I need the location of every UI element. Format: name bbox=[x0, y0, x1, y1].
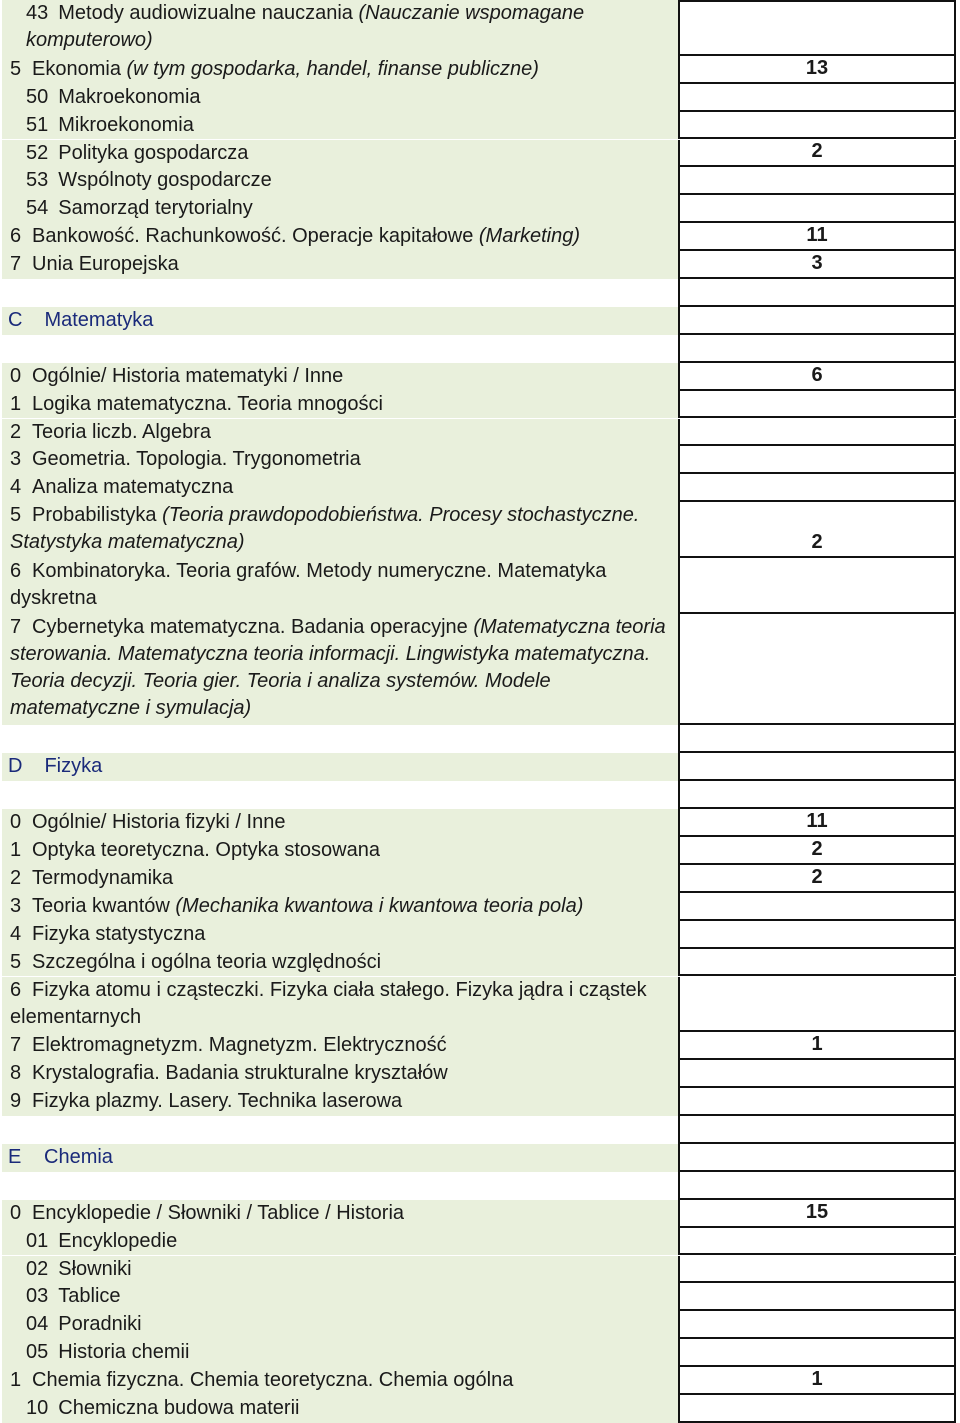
count-cell bbox=[678, 167, 956, 195]
category-name: Chemiczna budowa materii bbox=[58, 1397, 300, 1419]
section-header-row bbox=[0, 753, 960, 781]
table-row bbox=[0, 140, 960, 168]
row-label bbox=[2, 1283, 678, 1311]
row-label bbox=[2, 419, 678, 447]
section-header-row bbox=[0, 1144, 960, 1172]
row-label bbox=[2, 753, 678, 781]
row-label bbox=[2, 1060, 678, 1088]
count-cell bbox=[678, 1256, 956, 1284]
count-value: 3 bbox=[811, 251, 823, 274]
table-row bbox=[0, 84, 960, 112]
category-name: Mikroekonomia bbox=[58, 113, 194, 136]
table-row bbox=[0, 921, 960, 949]
count-cell bbox=[678, 949, 956, 977]
count-cell bbox=[678, 893, 956, 921]
count-cell bbox=[678, 140, 956, 168]
category-name: Poradniki bbox=[58, 1313, 142, 1336]
count-cell bbox=[678, 558, 956, 614]
spacer-row bbox=[0, 1172, 960, 1200]
table-row bbox=[0, 1311, 960, 1339]
category-name: Geometria. Topologia. Trygonometria bbox=[32, 448, 361, 471]
category-code: 51 bbox=[26, 113, 49, 136]
count-cell bbox=[678, 865, 956, 893]
row-label bbox=[2, 865, 678, 893]
count-value: 11 bbox=[806, 809, 828, 832]
category-name: Samorząd terytorialny bbox=[58, 197, 253, 220]
count-cell bbox=[678, 1144, 956, 1172]
count-cell bbox=[678, 195, 956, 223]
category-code: 10 bbox=[26, 1397, 49, 1419]
category-name: Chemia fizyczna. Chemia teoretyczna. Chemia ogólna bbox=[32, 1369, 514, 1392]
category-code: 54 bbox=[26, 197, 49, 220]
category-name: Ogólnie/ Historia matematyki / Inne bbox=[32, 364, 344, 387]
category-code: 4 bbox=[10, 476, 22, 499]
count-cell bbox=[678, 1395, 956, 1423]
table-row bbox=[0, 1395, 960, 1423]
table-row bbox=[0, 865, 960, 893]
category-note: (Teoria prawdopodobieństwa. Procesy stochastyczne. Statystyka matematyczna) bbox=[10, 504, 640, 554]
row-label bbox=[2, 56, 678, 84]
spacer-row bbox=[0, 781, 960, 809]
category-name: Ogólnie/ Historia fizyki / Inne bbox=[32, 811, 286, 834]
category-note: (Marketing) bbox=[473, 225, 581, 248]
count-value: 6 bbox=[811, 363, 823, 386]
table-row bbox=[0, 837, 960, 865]
category-name: Elektromagnetyzm. Magnetyzm. Elektryczność bbox=[32, 1034, 447, 1057]
table-row bbox=[0, 614, 960, 726]
category-name: Kombinatoryka. Teoria grafów. Metody numeryczne. Matematyka dyskretna bbox=[10, 560, 607, 609]
count-cell bbox=[678, 977, 956, 1033]
table-row bbox=[0, 391, 960, 419]
category-name: Słowniki bbox=[58, 1257, 132, 1280]
row-label bbox=[2, 1395, 678, 1423]
count-cell bbox=[678, 781, 956, 809]
count-cell bbox=[678, 1228, 956, 1256]
category-code: 1 bbox=[10, 839, 22, 861]
count-value: 13 bbox=[805, 56, 829, 79]
count-cell bbox=[678, 446, 956, 474]
category-name: Analiza matematyczna bbox=[32, 476, 234, 499]
category-name: Encyklopedie / Słowniki / Tablice / Historia bbox=[32, 1201, 405, 1224]
spacer-row bbox=[0, 725, 960, 753]
count-cell bbox=[678, 921, 956, 949]
row-label bbox=[2, 474, 678, 502]
category-code: 03 bbox=[26, 1285, 49, 1308]
category-code: 4 bbox=[10, 922, 22, 945]
category-name: Bankowość. Rachunkowość. Operacje kapitałowe bbox=[32, 225, 474, 248]
count-cell bbox=[678, 1367, 956, 1395]
count-cell bbox=[678, 753, 956, 781]
category-name: Termodynamika bbox=[32, 866, 174, 889]
category-code: 0 bbox=[10, 364, 22, 387]
count-cell bbox=[678, 1172, 956, 1200]
table-row bbox=[0, 1200, 960, 1228]
count-cell bbox=[678, 1088, 956, 1116]
category-code: 3 bbox=[10, 894, 22, 917]
category-name: Tablice bbox=[58, 1285, 121, 1308]
spacer-row bbox=[0, 335, 960, 363]
category-code: 52 bbox=[26, 141, 49, 164]
count-cell bbox=[678, 84, 956, 112]
table-row bbox=[0, 809, 960, 837]
row-label bbox=[2, 614, 678, 726]
row-label bbox=[2, 251, 678, 279]
count-cell bbox=[678, 307, 956, 335]
category-name: Unia Europejska bbox=[32, 253, 179, 276]
row-label bbox=[2, 837, 678, 865]
count-cell bbox=[678, 837, 956, 865]
row-label bbox=[2, 1172, 678, 1200]
table-row bbox=[0, 446, 960, 474]
category-code: 01 bbox=[26, 1229, 49, 1252]
category-note: (Mechanika kwantowa i kwantowa teoria pola) bbox=[169, 894, 584, 917]
count-cell bbox=[678, 279, 956, 307]
category-code: 1 bbox=[10, 1369, 22, 1392]
spacer-row bbox=[0, 1116, 960, 1144]
category-name: Fizyka bbox=[44, 755, 103, 778]
count-cell bbox=[678, 56, 956, 84]
section-header-row bbox=[0, 307, 960, 335]
count-cell bbox=[678, 335, 956, 363]
table-row bbox=[0, 0, 960, 56]
table-row bbox=[0, 1339, 960, 1367]
table-row bbox=[0, 893, 960, 921]
table-row bbox=[0, 251, 960, 279]
row-label bbox=[2, 1311, 678, 1339]
category-code: E bbox=[8, 1145, 22, 1168]
row-label bbox=[2, 977, 678, 1033]
category-code: 6 bbox=[10, 560, 22, 582]
count-cell bbox=[678, 0, 956, 56]
row-label bbox=[2, 1228, 678, 1256]
category-code: 0 bbox=[10, 811, 22, 834]
count-cell bbox=[678, 1339, 956, 1367]
row-label bbox=[2, 558, 678, 614]
row-label bbox=[2, 921, 678, 949]
category-name: Fizyka plazmy. Lasery. Technika laserowa bbox=[32, 1090, 403, 1113]
count-value: 11 bbox=[806, 224, 828, 247]
category-name: Chemia bbox=[44, 1145, 113, 1168]
category-code: 9 bbox=[10, 1090, 22, 1113]
category-code: 8 bbox=[10, 1062, 22, 1085]
row-label bbox=[2, 391, 678, 419]
count-cell bbox=[678, 1311, 956, 1339]
table-row bbox=[0, 419, 960, 447]
table-row bbox=[0, 558, 960, 614]
category-code: D bbox=[8, 755, 23, 778]
category-code: 0 bbox=[10, 1201, 22, 1224]
row-label bbox=[2, 1032, 678, 1060]
table-row bbox=[0, 195, 960, 223]
category-name: Teoria liczb. Algebra bbox=[32, 420, 211, 443]
row-label bbox=[2, 112, 678, 140]
row-label bbox=[2, 363, 678, 391]
table-row bbox=[0, 949, 960, 977]
category-code: 6 bbox=[10, 978, 22, 1001]
category-code: 2 bbox=[10, 420, 22, 443]
table-row bbox=[0, 1032, 960, 1060]
row-label bbox=[2, 1367, 678, 1395]
count-cell bbox=[678, 391, 956, 419]
table-row bbox=[0, 223, 960, 251]
category-name: Matematyka bbox=[44, 308, 154, 331]
category-code: C bbox=[8, 308, 23, 331]
table-row bbox=[0, 1228, 960, 1256]
count-cell bbox=[678, 1200, 956, 1228]
count-cell bbox=[678, 1032, 956, 1060]
count-value: 1 bbox=[811, 1367, 823, 1390]
count-value: 15 bbox=[805, 1200, 829, 1223]
count-value: 2 bbox=[811, 837, 823, 860]
count-cell bbox=[678, 809, 956, 837]
category-note: (Matematyczna teoria sterowania. Matematyczna teoria informacji. Lingwistyka matematyczna. Teoria decyzji. Teoria gier. Teoria i analiza systemów. Modele matematyczne i symulacja) bbox=[10, 615, 666, 719]
category-code: 7 bbox=[10, 253, 22, 276]
category-name: Historia chemii bbox=[58, 1341, 190, 1364]
row-label bbox=[2, 1339, 678, 1367]
category-code: 05 bbox=[26, 1341, 49, 1364]
category-code: 50 bbox=[26, 85, 49, 108]
count-cell bbox=[678, 1116, 956, 1144]
category-name: Fizyka atomu i cząsteczki. Fizyka ciała stałego. Fizyka jądra i cząstek elementarnych bbox=[10, 978, 647, 1028]
row-label bbox=[2, 502, 678, 558]
category-name: Makroekonomia bbox=[58, 85, 201, 108]
row-label bbox=[2, 893, 678, 921]
count-cell bbox=[678, 474, 956, 502]
category-code: 1 bbox=[10, 392, 22, 415]
category-name: Szczególna i ogólna teoria względności bbox=[32, 950, 382, 973]
table-row bbox=[0, 167, 960, 195]
spacer-row bbox=[0, 279, 960, 307]
row-label bbox=[2, 781, 678, 809]
row-label bbox=[2, 446, 678, 474]
count-cell bbox=[678, 419, 956, 447]
count-cell bbox=[678, 112, 956, 140]
category-code: 7 bbox=[10, 615, 22, 638]
count-value: 2 bbox=[811, 530, 823, 553]
count-cell bbox=[678, 223, 956, 251]
category-code: 53 bbox=[26, 169, 49, 192]
category-note: (w tym gospodarka, handel, finanse publiczne) bbox=[120, 57, 539, 80]
category-code: 02 bbox=[26, 1257, 49, 1280]
table-row bbox=[0, 502, 960, 558]
category-code: 2 bbox=[10, 866, 22, 889]
category-code: 5 bbox=[10, 504, 22, 527]
row-label bbox=[2, 279, 678, 307]
category-code: 7 bbox=[10, 1034, 22, 1057]
category-name: Ekonomia bbox=[32, 57, 121, 80]
row-label bbox=[2, 1088, 678, 1116]
table-row bbox=[0, 1367, 960, 1395]
table-row bbox=[0, 56, 960, 84]
category-code: 6 bbox=[10, 225, 22, 248]
table-row bbox=[0, 474, 960, 502]
row-label bbox=[2, 167, 678, 195]
table-row bbox=[0, 1256, 960, 1284]
count-cell bbox=[678, 363, 956, 391]
table-row bbox=[0, 1088, 960, 1116]
category-name: Polityka gospodarcza bbox=[58, 141, 249, 164]
row-label bbox=[2, 84, 678, 112]
table-row bbox=[0, 112, 960, 140]
row-label bbox=[2, 195, 678, 223]
row-label bbox=[2, 307, 678, 335]
count-value: 2 bbox=[811, 865, 823, 888]
category-name: Teoria kwantów bbox=[32, 894, 170, 917]
count-cell bbox=[678, 725, 956, 753]
count-value: 1 bbox=[811, 1033, 823, 1056]
category-name: Probabilistyka bbox=[32, 504, 157, 527]
row-label bbox=[2, 335, 678, 363]
count-cell bbox=[678, 1283, 956, 1311]
row-label bbox=[2, 809, 678, 837]
table-row bbox=[0, 1060, 960, 1088]
row-label bbox=[2, 1116, 678, 1144]
count-cell bbox=[678, 502, 956, 558]
category-code: 43 bbox=[26, 2, 49, 24]
category-code: 5 bbox=[10, 57, 22, 80]
count-value: 2 bbox=[811, 140, 823, 163]
table-row bbox=[0, 363, 960, 391]
category-note: (Nauczanie wspomagane komputerowo) bbox=[26, 2, 585, 51]
row-label bbox=[2, 1200, 678, 1228]
category-name: Optyka teoretyczna. Optyka stosowana bbox=[32, 839, 380, 861]
count-cell bbox=[678, 1060, 956, 1088]
row-label bbox=[2, 140, 678, 168]
row-label bbox=[2, 725, 678, 753]
category-code: 04 bbox=[26, 1313, 49, 1336]
row-label bbox=[2, 1144, 678, 1172]
category-name: Cybernetyka matematyczna. Badania operacyjne bbox=[32, 615, 468, 638]
category-name: Encyklopedie bbox=[58, 1229, 178, 1252]
table-row bbox=[0, 977, 960, 1033]
category-name: Fizyka statystyczna bbox=[32, 922, 206, 945]
row-label bbox=[2, 949, 678, 977]
category-code: 3 bbox=[10, 448, 22, 471]
row-label bbox=[2, 1256, 678, 1284]
category-name: Logika matematyczna. Teoria mnogości bbox=[32, 392, 383, 415]
category-name: Krystalografia. Badania strukturalne kryształów bbox=[32, 1062, 448, 1085]
category-code: 5 bbox=[10, 950, 22, 973]
row-label bbox=[2, 0, 678, 56]
category-name: Metody audiowizualne nauczania bbox=[58, 2, 353, 24]
table-row bbox=[0, 1283, 960, 1311]
count-cell bbox=[678, 614, 956, 726]
row-label bbox=[2, 223, 678, 251]
count-cell bbox=[678, 251, 956, 279]
category-name: Wspólnoty gospodarcze bbox=[58, 169, 272, 192]
